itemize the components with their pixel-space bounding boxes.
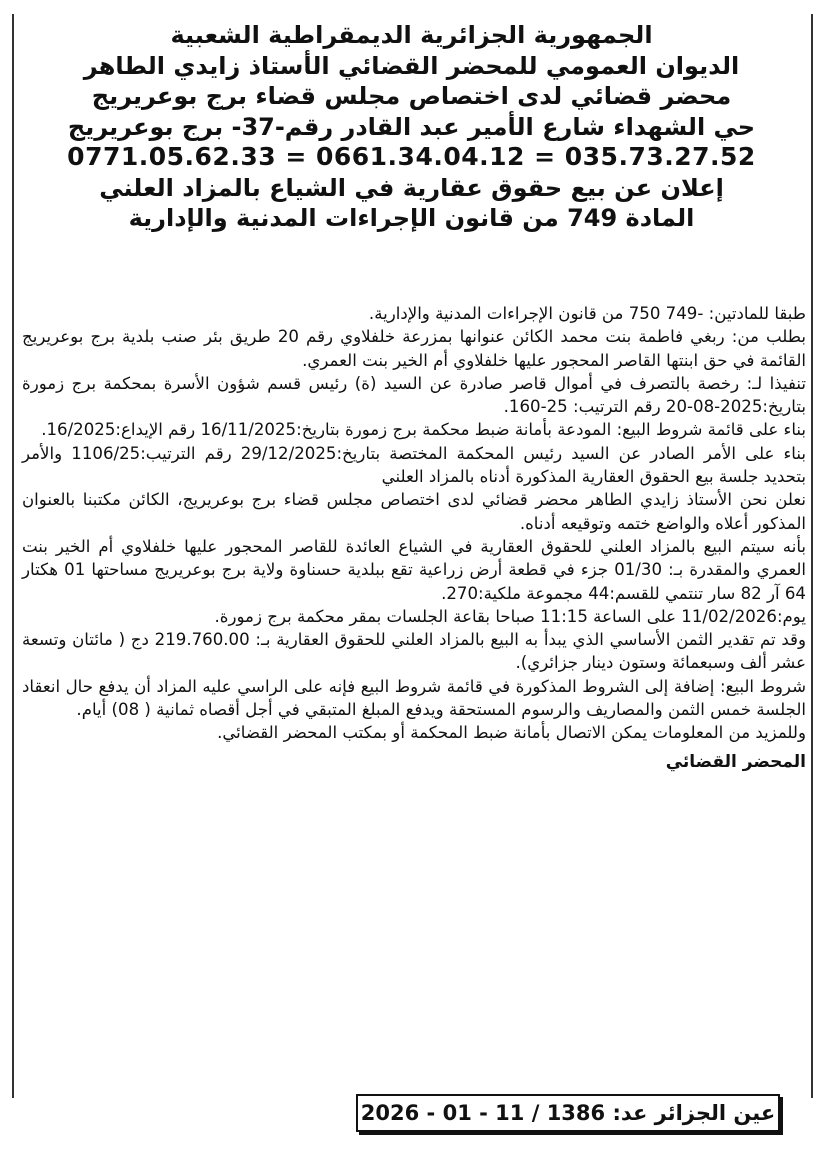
paragraph-announcement: نعلن نحن الأستاذ زايدي الطاهر محضر قضائي لدى اختصاص مجلس قضاء برج بوعريريج، الكائن مكتبنا بالعنوان المذكور أعلاه والواضع ختمه وتوقيعه أدناه. <box>22 490 806 533</box>
paragraph-sale-terms: شروط البيع: إضافة إلى الشروط المذكورة في قائمة شروط البيع فإنه على الراسي عليه المزاد أن يدفع حال انعقاد الجلسة خمس الثمن والمصاريف والرسوم المستحقة ويدفع المبلغ المتبقي في أجل أقصاه ثمانية ( 08) أيام. <box>22 676 806 720</box>
republic-title: الجمهورية الجزائرية الديمقراطية الشعبية <box>170 21 653 49</box>
paragraph-authorization: تنفيذا لـ: رخصة بالتصرف في أموال قاصر صادرة عن السيد (ة) رئيس قسم شؤون الأسرة بمحكمة برج زمورة بتاريخ:2025-08-20 رقم الترتيب: 25-160. <box>22 373 806 417</box>
publication-reference: عين الجزائر عد: 1386 / 11 - 01 - 2026 <box>356 1094 780 1132</box>
office-address: حي الشهداء شارع الأمير عبد القادر رقم-37- برج بوعريريج <box>67 112 756 141</box>
paragraph-price: وقد تم تقدير الثمن الأساسي الذي يبدأ به البيع بالمزاد العلني للحقوق العقارية بـ: 219.760.00 دج ( مائتان وتسعة عشر ألف وسبعمائة وستون دينار جزائري). <box>22 630 807 673</box>
paragraph-date: يوم:11/02/2026 على الساعة 11:15 صباحا بقاعة الجلسات بمقر محكمة برج زمورة. <box>214 606 806 626</box>
paragraph-property: بأنه سيتم البيع بالمزاد العلني للحقوق العقارية في الشياع العائدة للقاصر المحجور عليها خلفلاوي أم الخير بنت العمري والمقدرة بـ: 01/30 جزء في قطعة أرض زراعية تقع ببلدية حسناوة ولاية برج بوعريريج مساحتها 01 هكتار 64 آر 82 سار تنتمي للقسم:44 مجموعة ملكية:270. <box>22 536 806 603</box>
bailiff-jurisdiction: محضر قضائي لدى اختصاص مجلس قضاء برج بوعريريج <box>91 82 732 110</box>
phone-numbers: 0771.05.62.33 = 0661.34.04.12 = 035.73.27.52 <box>67 142 756 171</box>
notice-subtitle: المادة 749 من قانون الإجراءات المدنية والإدارية <box>128 204 695 232</box>
office-name: الديوان العمومي للمحضر القضائي الأستاذ زايدي الطاهر <box>83 51 740 80</box>
paragraph-legal-basis: طبقا للمادتين: -749 750 من قانون الإجراءات المدنية والإدارية. <box>368 304 806 323</box>
paragraph-contact: وللمزيد من المعلومات يمكن الاتصال بأمانة ضبط المحكمة أو بمكتب المحضر القضائي. <box>217 723 806 743</box>
notice-body <box>22 302 806 774</box>
signature: المحضر القضائي <box>665 751 806 772</box>
paragraph-conditions-list: بناء على قائمة شروط البيع: المودعة بأمانة ضبط محكمة برج زمورة بتاريخ:16/11/2025 رقم الإيداع:16/2025. <box>41 420 806 440</box>
paragraph-requester: بطلب من: ربغي فاطمة بنت محمد الكائن عنوانها بمزرعة خلفلاوي رقم 20 طريق بئر صنب بلدية برج بوعريريج القائمة في حق ابنتها القاصر المحجور عليها خلفلاوي أم الخير بنت العمري. <box>22 327 806 370</box>
notice-header <box>24 20 799 234</box>
paragraph-court-order: بناء على الأمر الصادر عن السيد رئيس المحكمة المختصة بتاريخ:29/12/2025 رقم الترتيب:1106/25 والأمر بتحديد جلسة بيع الحقوق العقارية المذكورة أدناه بالمزاد العلني <box>22 443 806 487</box>
notice-title: إعلان عن بيع حقوق عقارية في الشياع بالمزاد العلني <box>99 173 724 202</box>
